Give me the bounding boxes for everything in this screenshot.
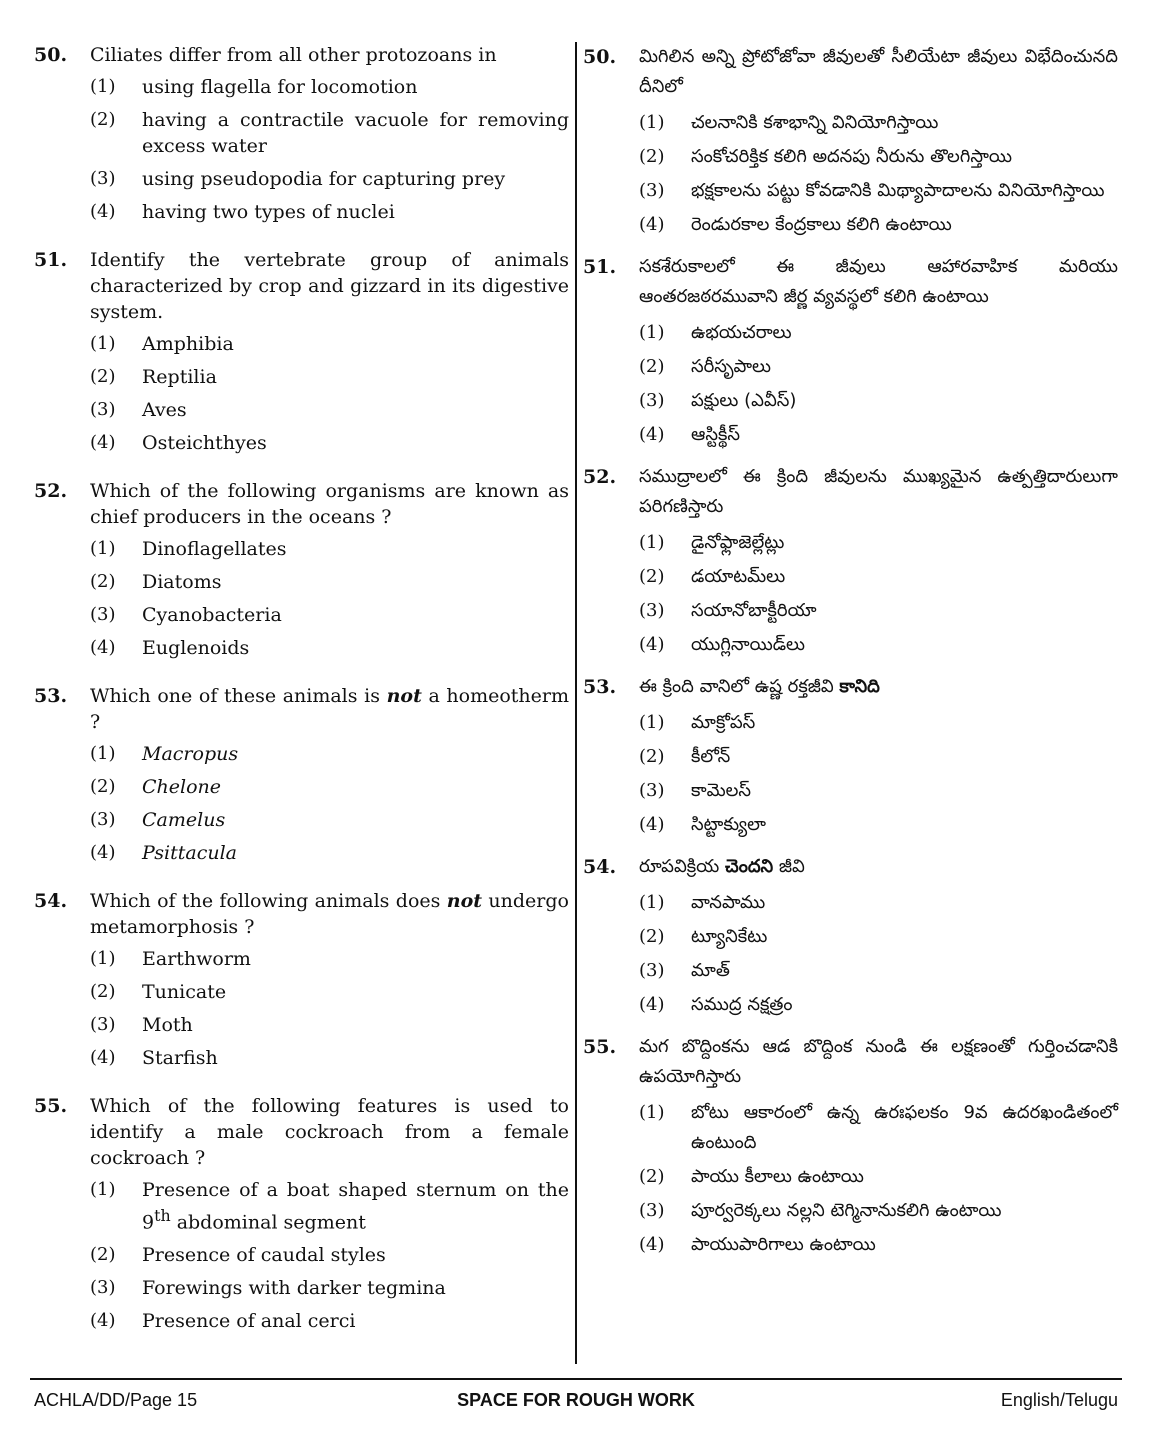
question-text: సముద్రాలలో ఈ క్రింది జీవులను ముఖ్యమైన ఉత్పత్తిదారులుగా పరిగణిస్తారు [639,466,1118,517]
option [90,635,569,661]
question-text-part: a homeotherm ? [90,685,569,733]
option [639,142,1118,172]
options [90,74,569,225]
option-text: having two types of nuclei [142,201,395,223]
ordinal-superscript: th [154,1206,171,1225]
page-code: ACHLA/DD/Page 15 [34,1390,198,1410]
question-text-part: జీవి [773,856,805,877]
option-number: (1) [639,712,665,733]
option [90,946,569,972]
option-text: Amphibia [142,333,234,355]
option-number: (4) [90,432,116,453]
option-text: వానపాము [691,892,766,913]
option [639,562,1118,592]
question-text [639,852,1118,882]
option-number: (3) [639,780,665,801]
option-number: (4) [90,842,116,863]
option-number: (2) [90,109,116,130]
option-number: (3) [90,1277,116,1299]
option-number: (1) [639,532,665,553]
option-text: Osteichthyes [142,432,267,454]
option-text: Chelone [142,776,222,798]
option [639,1230,1118,1260]
option-number: (2) [90,981,116,1002]
option [639,1162,1118,1192]
options [639,318,1118,450]
option [90,166,569,192]
option-number: (4) [639,994,665,1015]
option-text: Earthworm [142,948,251,970]
question-50-te [583,42,1118,240]
option [90,1242,569,1268]
question-53-te [583,672,1118,840]
question-text: Which of the following features is used to identify a male cockroach from a female cockroach ? [90,1095,569,1169]
option-text: Diatoms [142,571,222,593]
option-text: పాయు కీలాలు ఉంటాయి [691,1166,864,1187]
option-text: ఉభయచరాలు [691,322,792,343]
option-text: సంకోచరిక్తిక కలిగి అదనపు నీరును తొలగిస్తాయి [691,146,1013,167]
option-text-part: Presence of a boat shaped sternum on the 9 [142,1179,569,1234]
question-text-part: Which of the following animals does [90,890,447,912]
option [90,1275,569,1301]
option-number: (4) [639,214,665,235]
option-text: మాక్రోపస్ [691,712,756,733]
options [639,1098,1118,1260]
question-text: మిగిలిన అన్ని ప్రోటోజోవా జీవులతో సీలియేటా జీవులు విభేదించునది దీనిలో [639,46,1118,97]
question-52-en [34,478,569,661]
question-number: 51. [34,249,68,271]
option [639,108,1118,138]
question-54-en [34,888,569,1071]
options [90,331,569,456]
option [90,1308,569,1334]
option [90,1045,569,1071]
question-number: 52. [34,480,68,502]
options [639,888,1118,1020]
options [90,946,569,1071]
option-number: (3) [90,809,116,830]
option-text: డైనోఫ్లాజెల్లేట్లు [691,532,785,553]
option-number: (3) [639,180,665,201]
question-text: Identify the vertebrate group of animals characterized by crop and gizzard in its digestive system. [90,249,569,323]
options [90,741,569,866]
emphasis-not: చెందని [725,856,774,877]
option-number: (2) [639,926,665,947]
option-text: Starfish [142,1047,218,1069]
question-54-te [583,852,1118,1020]
options [639,708,1118,840]
options [639,108,1118,240]
option [639,630,1118,660]
option-text: డయాటమ్‌లు [691,566,786,587]
question-51-en [34,247,569,456]
option [639,742,1118,772]
option-text: using pseudopodia for capturing prey [142,168,506,190]
option [639,176,1118,206]
option [90,807,569,833]
option [90,397,569,423]
option [90,331,569,357]
option-number: (1) [639,322,665,343]
option-number: (3) [90,168,116,189]
telugu-column [583,42,1118,1272]
option [90,1012,569,1038]
option-text: Euglenoids [142,637,250,659]
option-number: (1) [90,538,116,559]
options [639,528,1118,660]
option [639,776,1118,806]
option-text: Forewings with darker tegmina [142,1277,446,1300]
question-number: 53. [583,676,617,698]
option-number: (1) [90,333,116,354]
option-text: ట్యూనికేటు [691,926,768,947]
option-text-part: abdominal segment [170,1211,366,1234]
question-number: 55. [583,1036,617,1058]
option-text: కీలోన్ [691,746,731,767]
options [90,1177,569,1334]
option-number: (1) [639,892,665,913]
option-text: using flagella for locomotion [142,76,418,98]
rough-work-label: SPACE FOR ROUGH WORK [457,1390,695,1410]
option [90,741,569,767]
option-number: (4) [90,1047,116,1068]
question-text [90,888,569,940]
question-text [639,672,1118,702]
options [90,536,569,661]
option-text: పూర్వరెక్కలు నల్లని టెగ్మినానుకలిగి ఉంటాయి [691,1200,1002,1221]
option-number: (4) [639,1234,665,1255]
option [639,990,1118,1020]
question-text-part: Which one of these animals is [90,685,387,707]
option [639,210,1118,240]
option [90,774,569,800]
option [90,74,569,100]
option-number: (2) [90,571,116,592]
option-text: పక్షులు (ఎవీస్) [691,390,797,411]
option-text: సయానోబాక్టీరియా [691,600,817,621]
option-text: సిట్టాక్యులా [691,814,766,835]
option-text: Presence of anal cerci [142,1310,356,1333]
question-text-part: ఈ క్రింది వానిలో ఉష్ణ రక్తజీవి [639,676,840,697]
option [639,596,1118,626]
option-number: (1) [639,112,665,133]
emphasis-not: not [446,890,483,912]
question-50-en [34,42,569,225]
option-text [142,1177,569,1235]
option [639,810,1118,840]
option-text: Macropus [142,743,239,765]
question-number: 50. [583,46,617,68]
option [90,107,569,159]
option-text: సరీసృపాలు [691,356,771,377]
question-text [90,683,569,735]
option-text: ఆస్టిక్థీస్ [691,424,741,445]
column-divider [575,42,577,1364]
option-number: (3) [90,604,116,625]
option [639,352,1118,382]
option [90,979,569,1005]
question-number: 53. [34,685,68,707]
option [639,708,1118,738]
option-number: (1) [90,743,116,764]
option-number: (4) [639,814,665,835]
option-number: (3) [639,390,665,411]
option-text: మాత్ [691,960,730,981]
option-text: Presence of caudal styles [142,1244,386,1267]
option-number: (2) [90,776,116,797]
option-text: Moth [142,1014,193,1036]
option-text: కామెలస్ [691,780,752,801]
question-52-te [583,462,1118,660]
option-text: యుగ్లినాయిడ్‌లు [691,634,806,655]
option-text: having a contractile vacuole for removing excess water [142,109,569,157]
option-number: (1) [90,948,116,969]
option-number: (3) [90,399,116,420]
question-number: 54. [583,856,617,878]
footer-rule [30,1378,1122,1380]
option [90,602,569,628]
option-number: (4) [90,201,116,222]
option-number: (1) [90,76,116,97]
option-text: Psittacula [142,842,237,864]
option [90,364,569,390]
question-text: మగ బొద్దింకను ఆడ బొద్దింక నుండి ఈ లక్షణంతో గుర్తించడానికి ఉపయోగిస్తారు [639,1036,1118,1087]
question-number: 55. [34,1095,68,1117]
question-51-te [583,252,1118,450]
option-text: Aves [142,399,187,421]
option-text: భక్షకాలను పట్టు కోవడానికి మిథ్యాపాదాలను వినియోగిస్తాయి [691,180,1105,201]
language-label: English/Telugu [1000,1390,1118,1410]
option-text: Dinoflagellates [142,538,287,560]
question-text-part: undergo metamorphosis ? [90,890,569,938]
option-text: Camelus [142,809,226,831]
option [90,569,569,595]
option-text: పాయుపారిగాలు ఉంటాయి [691,1234,876,1255]
option [639,386,1118,416]
question-55-te [583,1032,1118,1260]
option-number: (2) [639,356,665,377]
option-text: Cyanobacteria [142,604,282,626]
option [639,888,1118,918]
option-number: (4) [90,637,116,658]
option-number: (2) [639,146,665,167]
option-text: సముద్ర నక్షత్రం [691,994,793,1015]
option-text: బోటు ఆకారంలో ఉన్న ఉరఃఫలకం 9వ ఉదరఖండితంలో ఉంటుంది [691,1102,1118,1153]
option [90,430,569,456]
option-number: (1) [90,1179,116,1200]
option [639,420,1118,450]
option-number: (2) [639,566,665,587]
option [90,199,569,225]
option-number: (4) [90,1310,116,1332]
option [639,318,1118,348]
option [90,1177,569,1235]
option [90,536,569,562]
option-number: (2) [639,746,665,767]
option-number: (3) [639,600,665,621]
option-number: (1) [639,1102,665,1123]
question-number: 51. [583,256,617,278]
option [639,1098,1118,1158]
option-number: (2) [90,1244,116,1266]
option [639,922,1118,952]
question-number: 54. [34,890,68,912]
option [639,1196,1118,1226]
option-number: (4) [639,424,665,445]
english-column [34,42,569,1356]
option-text: Tunicate [142,981,227,1003]
option [90,840,569,866]
question-53-en [34,683,569,866]
question-55-en [34,1093,569,1334]
option [639,528,1118,558]
question-number: 50. [34,44,68,66]
question-number: 52. [583,466,617,488]
question-text: సకశేరుకాలలో ఈ జీవులు ఆహారవాహిక మరియు ఆంతరజఠరమువాని జీర్ణ వ్యవస్థలో కలిగి ఉంటాయి [639,256,1118,307]
option-text: Reptilia [142,366,217,388]
question-text: Ciliates differ from all other protozoans in [90,44,497,66]
question-text: Which of the following organisms are known as chief producers in the oceans ? [90,480,569,528]
option-text: చలనానికి కశాభాన్ని వినియోగిస్తాయి [691,112,939,133]
option-text: రెండురకాల కేంద్రకాలు కలిగి ఉంటాయి [691,214,952,235]
option-number: (2) [639,1166,665,1187]
emphasis-not: not [386,685,422,707]
option-number: (3) [639,960,665,981]
option-number: (4) [639,634,665,655]
option-number: (2) [90,366,116,387]
option [639,956,1118,986]
option-number: (3) [90,1014,116,1035]
option-number: (3) [639,1200,665,1221]
emphasis-not: కానిది [839,676,880,697]
question-text-part: రూపవిక్రియ [639,856,726,877]
